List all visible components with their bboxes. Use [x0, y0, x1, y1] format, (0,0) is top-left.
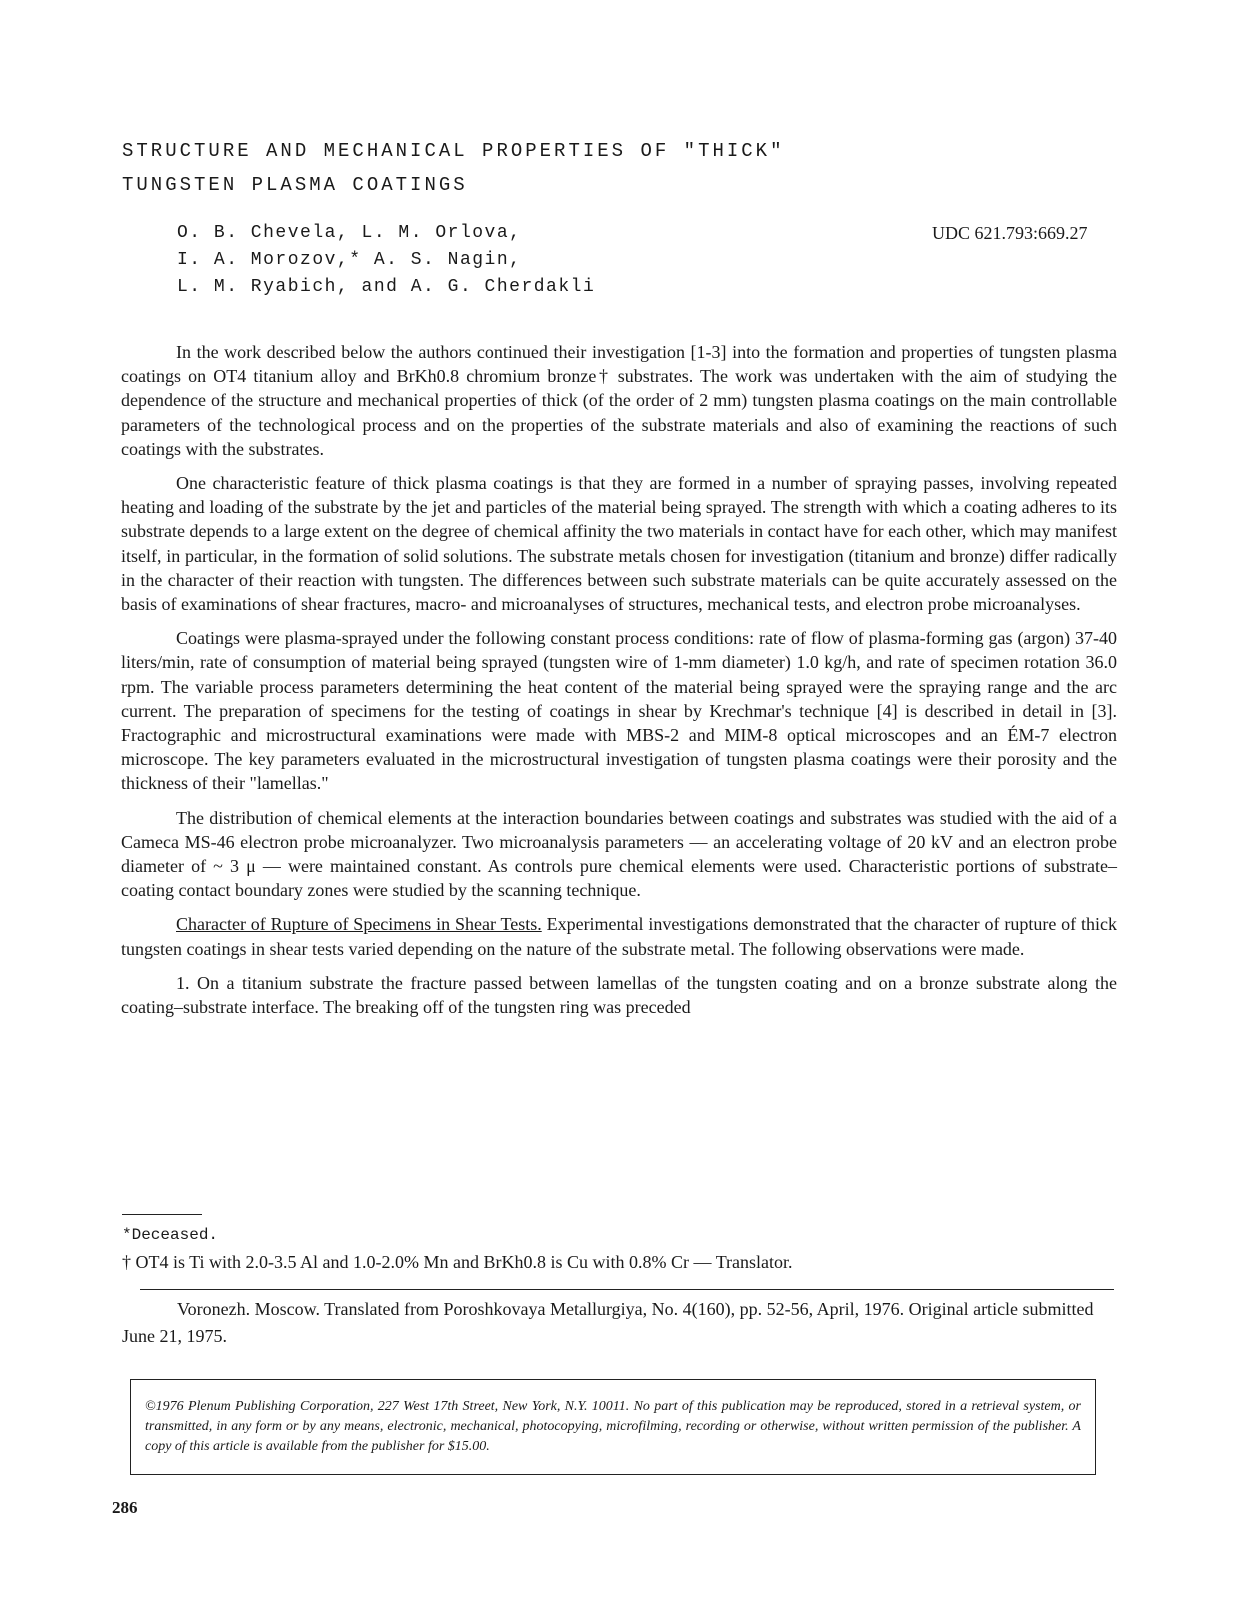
paragraph-6: 1. On a titanium substrate the fracture passed between lamellas of the tungsten coating and on a bronze substrate along the coating–substrate interface. The breaking off of the tungsten ring was preceded	[121, 972, 1117, 1018]
footnotes	[122, 1222, 1102, 1276]
paragraph-3: Coatings were plasma-sprayed under the following constant process conditions: rate of flow of plasma-forming gas (argon) 37-40 liters/min, rate of consumption of material being sprayed (tungsten wire of 1-mm diameter) 1.0 kg/h, and rate of specimen rotation 36.0 rpm. The variable process parameters determining the heat content of the material being sprayed were the spraying range and the arc current. The preparation of specimens for the testing of coatings in shear by Krechmar's technique [4] is described in detail in [3]. Fractographic and microstructural examinations were made with MBS-2 and MIM-8 optical microscopes and an ÉM-7 electron microscope. The key parameters evaluated in the microstructural investigation of tungsten plasma coatings were their porosity and the thickness of their "lamellas."	[121, 628, 1117, 794]
paragraph-2: One characteristic feature of thick plasma coatings is that they are formed in a number of spraying passes, involving repeated heating and loading of the substrate by the jet and particles of the material being sprayed. The strength with which a coating adheres to its substrate depends to a large extent on the degree of chemical affinity the two materials in contact have for each other, which may manifest itself, in particular, in the formation of solid solutions. The substrate metals chosen for investigation (titanium and bronze) differ radically in the character of their reaction with tungsten. The differences between such substrate materials can be quite accurately assessed on the basis of examinations of shear fractures, macro- and microanalyses of structures, mechanical tests, and electron probe microanalyses.	[121, 473, 1117, 615]
copyright-text: ©1976 Plenum Publishing Corporation, 227 West 17th Street, New York, N.Y. 10011. No part of this publication may be reproduced, stored in a retrieval system, or transmitted, in any form or by any means, electronic, mechanical, photocopying, microfilming, recording or otherwise, without written permission of the publisher. A copy of this article is available from the publisher for $15.00.	[145, 1399, 1081, 1454]
author-list	[177, 220, 777, 301]
title-line-1: STRUCTURE AND MECHANICAL PROPERTIES OF "THICK"	[122, 140, 785, 162]
copyright-box	[130, 1379, 1096, 1475]
footnote-deceased: *Deceased.	[122, 1226, 219, 1244]
paragraph-4: The distribution of chemical elements at the interaction boundaries between coatings and substrates was studied with the aid of a Cameca MS-46 electron probe microanalyzer. Two microanalysis parameters — an accelerating voltage of 20 kV and an electron probe diameter of ~ 3 μ — were maintained constant. As controls pure chemical elements were used. Characteristic portions of substrate–coating contact boundary zones were studied by the scanning technique.	[121, 807, 1117, 901]
udc-code: UDC 621.793:669.27	[932, 223, 1088, 243]
author-line-1: O. B. Chevela, L. M. Orlova,	[177, 223, 522, 243]
footnote-translator: † OT4 is Ti with 2.0-3.5 Al and 1.0-2.0% Mn and BrKh0.8 is Cu with 0.8% Cr — Translator.	[122, 1252, 793, 1272]
author-line-3: L. M. Ryabich, and A. G. Cherdakli	[177, 277, 596, 297]
article-title	[122, 134, 1022, 202]
footnote-divider	[122, 1214, 202, 1215]
paragraph-1: In the work described below the authors continued their investigation [1-3] into the formation and properties of tungsten plasma coatings on OT4 titanium alloy and BrKh0.8 chromium bronze† substrates. The work was undertaken with the aim of studying the dependence of the structure and mechanical properties of thick (of the order of 2 mm) tungsten plasma coatings on the main controllable parameters of the technological process and on the properties of the substrate materials and also of examining the reactions of such coatings with the substrates.	[121, 342, 1117, 459]
article-body	[121, 340, 1117, 1029]
origin-note: Voronezh. Moscow. Translated from Poroshkovaya Metallurgiya, No. 4(160), pp. 52-56, April, 1976. Original article submitted June 21, 1975.	[122, 1299, 1094, 1346]
title-line-2: TUNGSTEN PLASMA COATINGS	[122, 174, 468, 196]
paragraph-5	[121, 912, 1117, 960]
page-number: 286	[112, 1498, 138, 1517]
paragraph-5-text: Experimental investigations demonstrated that the character of rupture of thick tungsten coatings in shear tests varied depending on the nature of the substrate metal. The following observations were made.	[121, 914, 1117, 959]
section-heading: Character of Rupture of Specimens in Shear Tests.	[176, 914, 542, 935]
author-line-2: I. A. Morozov,* A. S. Nagin,	[177, 250, 522, 270]
origin-divider	[140, 1289, 1114, 1290]
